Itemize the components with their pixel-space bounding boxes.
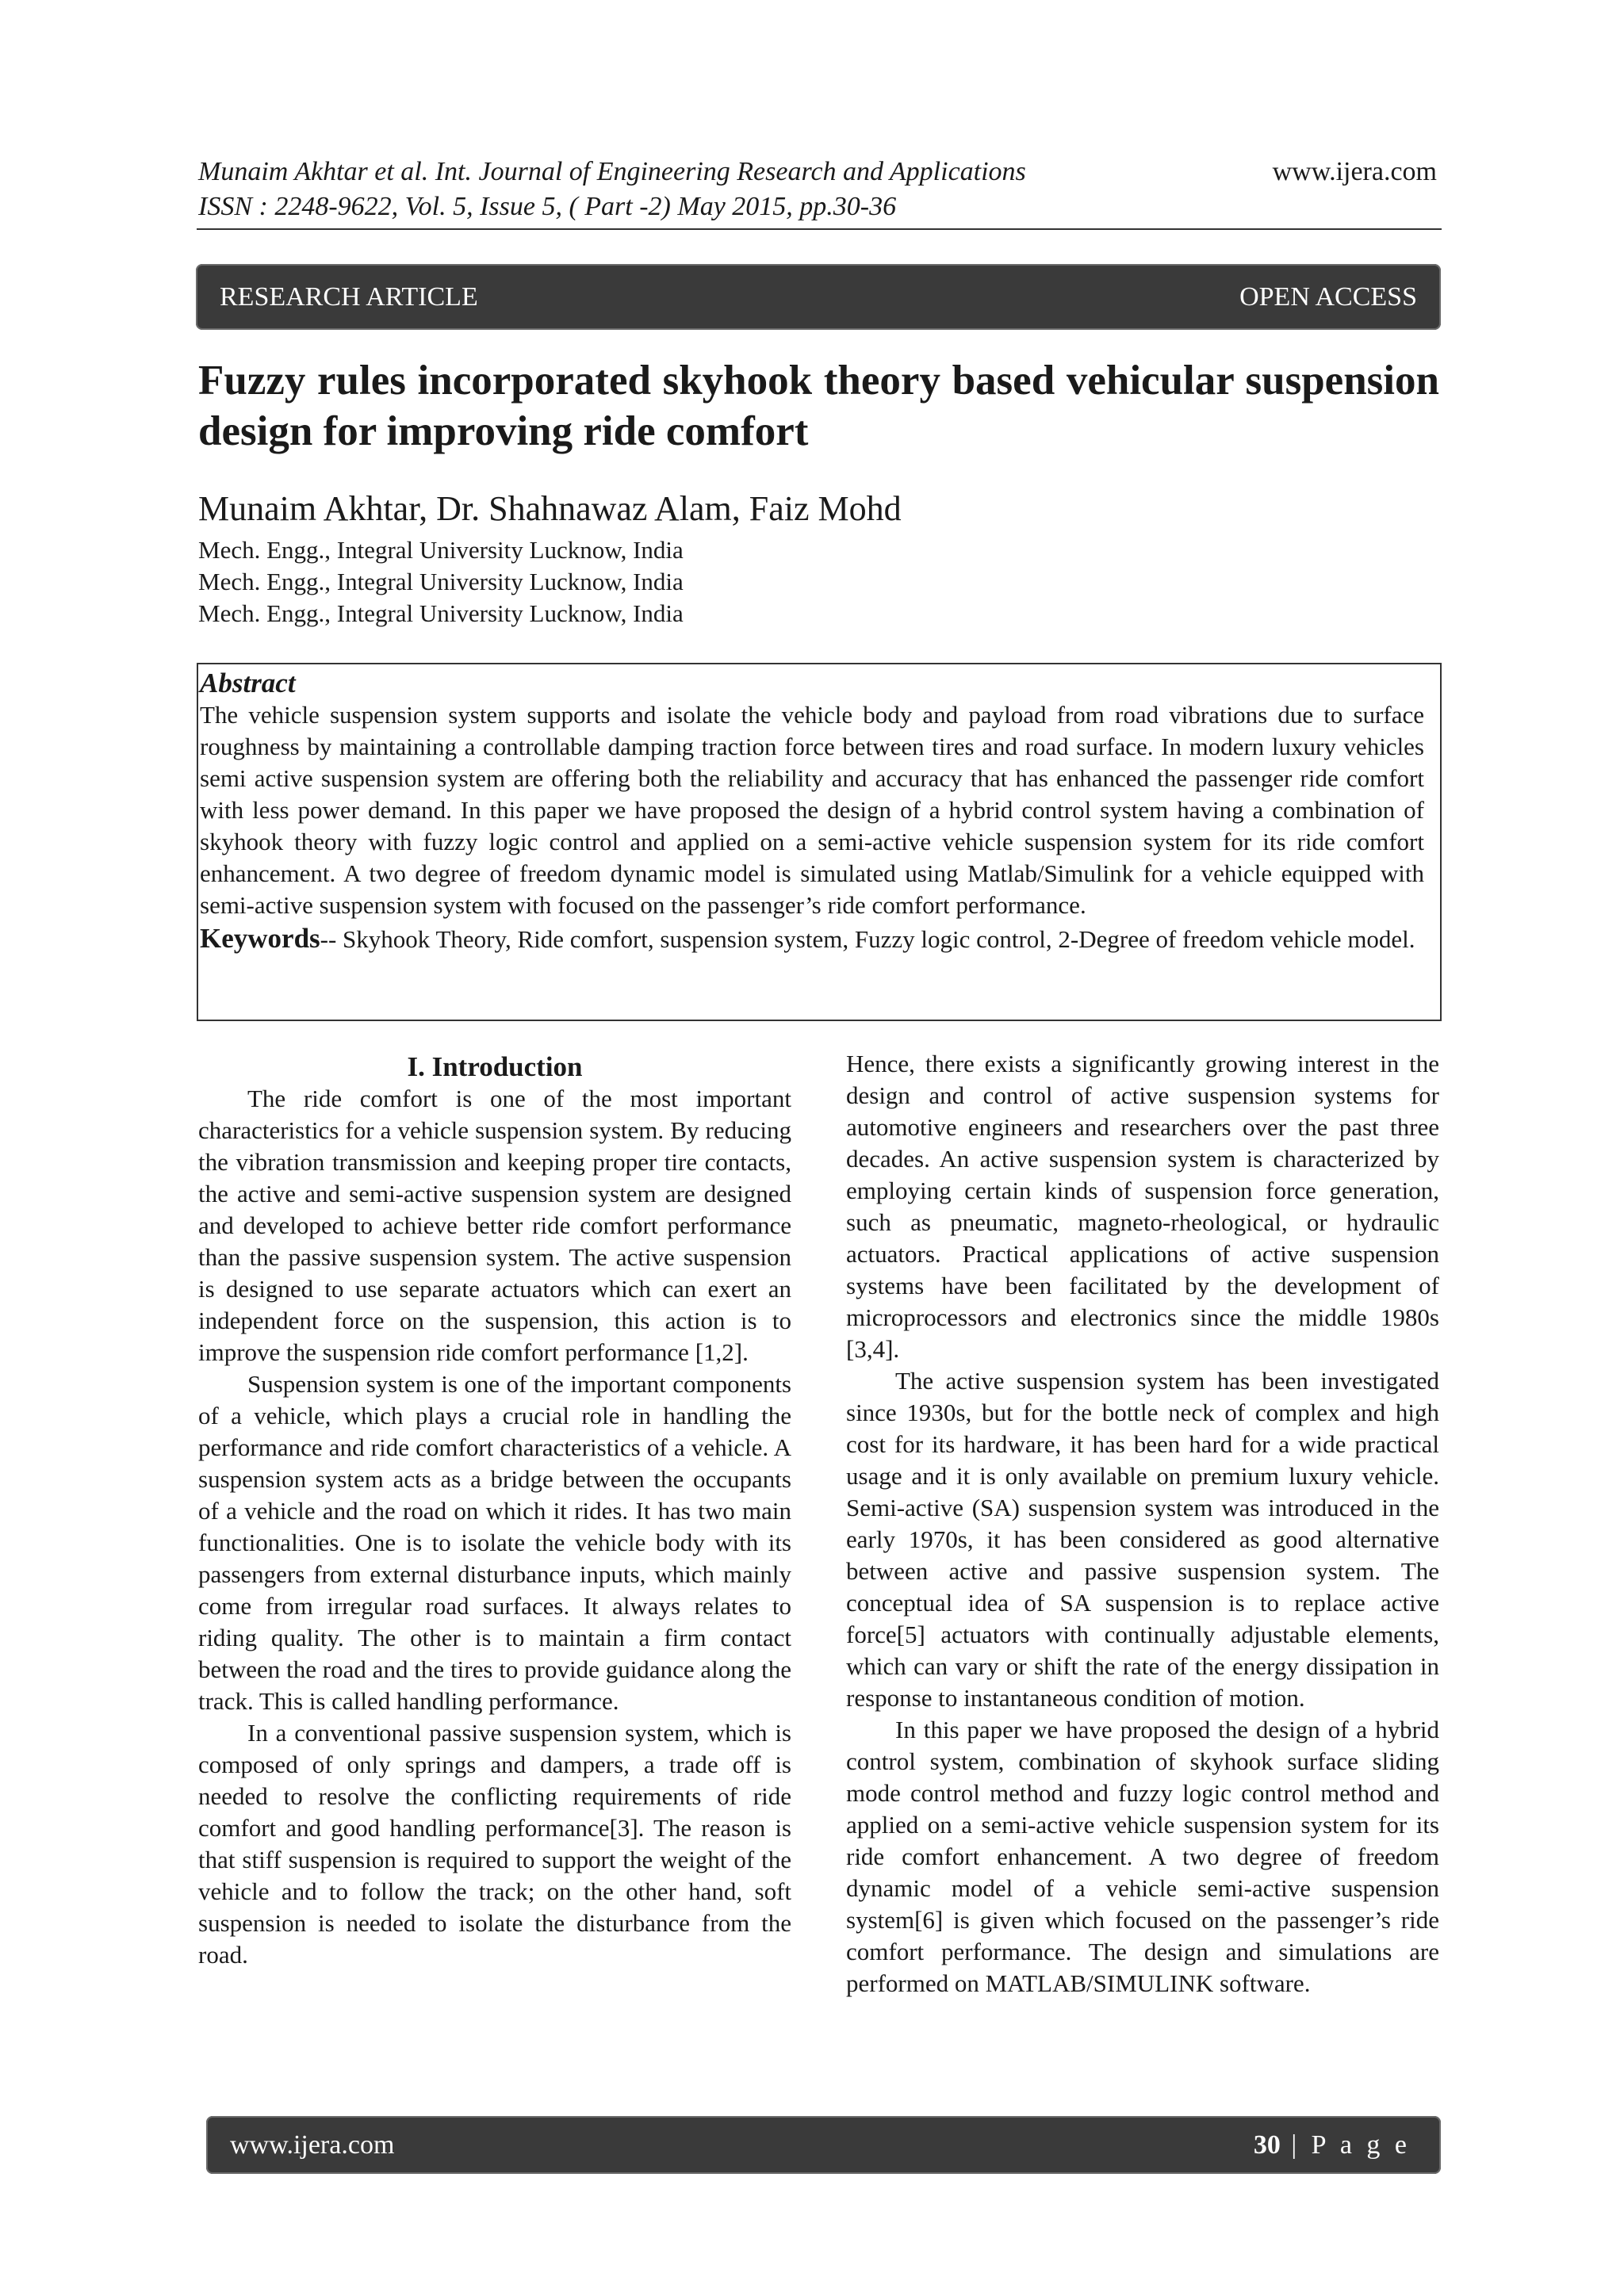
body-paragraph: In a conventional passive suspension system, which is composed of only springs and dampers, a trade off is needed to resolve the conflicting requirements of ride comfort and good handling performance[3]. The reason is that stiff suspension is required to support the weight of the vehicle and to follow the track; on the other hand, soft suspension is needed to isolate the disturbance from the road.	[198, 1719, 791, 1969]
page-label: | P a g e	[1291, 2130, 1411, 2160]
paper-title: Fuzzy rules incorporated skyhook theory based vehicular suspension design for improving ride comfort	[198, 358, 1439, 454]
affiliation: Mech. Engg., Integral University Lucknow, India	[198, 568, 684, 595]
keywords-label: Keywords	[200, 923, 320, 954]
body-paragraph: Suspension system is one of the important components of a vehicle, which plays a crucial role in handling the performance and ride comfort characteristics of a vehicle. A suspension system acts as a bridge between the occupants of a vehicle and the road on which it rides. It has two main functionalities. One is to isolate the vehicle body with its passengers from external disturbance inputs, which mainly come from irregular road surfaces. It always relates to riding quality. The other is to maintain a firm contact between the road and the tires to provide guidance along the track. This is called handling performance.	[198, 1370, 791, 1715]
page-number-value: 30	[1253, 2130, 1281, 2160]
keywords	[200, 923, 1424, 955]
issn-line: ISSN : 2248-9622, Vol. 5, Issue 5, ( Part -2) May 2015, pp.30-36	[198, 192, 897, 221]
research-article-label: RESEARCH ARTICLE	[220, 281, 478, 312]
header-rule	[197, 228, 1442, 230]
journal-citation: Munaim Akhtar et al. Int. Journal of Engineering Research and Applications	[198, 157, 1026, 186]
open-access-label: OPEN ACCESS	[1239, 281, 1417, 312]
right-column	[846, 1048, 1439, 1999]
left-column	[198, 1048, 791, 1971]
section-heading-introduction: I. Introduction	[407, 1051, 583, 1082]
abstract-heading: Abstract	[200, 668, 296, 698]
body-paragraph: Hence, there exists a significantly growing interest in the design and control of active suspension systems for automotive engineers and researchers over the past three decades. An active suspension system is characterized by employing certain kinds of suspension force generation, such as pneumatic, magneto-rheological, or hydraulic actuators. Practical applications of active suspension systems have been facilitated by the development of microprocessors and electronics since the middle 1980s [3,4].	[846, 1050, 1439, 1363]
journal-website[interactable]: www.ijera.com	[1272, 157, 1437, 186]
body-paragraph: The ride comfort is one of the most important characteristics for a vehicle suspension system. By reducing the vibration transmission and keeping proper tire contacts, the active and semi-active suspension system are designed and developed to achieve better ride comfort performance than the passive suspension system. The active suspension is designed to use separate actuators which can exert an independent force on the suspension, this action is to improve the suspension ride comfort performance [1,2].	[198, 1085, 791, 1366]
abstract-text: The vehicle suspension system supports and isolate the vehicle body and payload from road vibrations due to surface roughness by maintaining a controllable damping traction force between tires and road surface. In modern luxury vehicles semi active suspension system are offering both the reliability and accuracy that has enhanced the passenger ride comfort with less power demand. In this paper we have proposed the design of a hybrid control system having a combination of skyhook theory with fuzzy logic control and applied on a semi-active vehicle suspension system for its ride comfort enhancement. A two degree of freedom dynamic model is simulated using Matlab/Simulink for a vehicle equipped with semi-active suspension system with focused on the passenger’s ride comfort performance.	[200, 701, 1424, 919]
body-paragraph: In this paper we have proposed the design of a hybrid control system, combination of skyhook surface sliding mode control method and fuzzy logic control method and applied on a semi-active vehicle suspension system for its ride comfort enhancement. A two degree of freedom dynamic model of a vehicle semi-active suspension system[6] is given which focused on the passenger’s ride comfort performance. The design and simulations are performed on MATLAB/SIMULINK software.	[846, 1716, 1439, 1997]
abstract-box	[197, 663, 1442, 1021]
body-paragraph: The active suspension system has been investigated since 1930s, but for the bottle neck of complex and high cost for its hardware, it has been hard for a wide practical usage and it is only available on premium luxury vehicle. Semi-active (SA) suspension system was introduced in the early 1970s, it has been considered as good alternative between active and passive suspension system. The conceptual idea of SA suspension is to replace active force[5] actuators with continually adjustable elements, which can vary or shift the rate of the energy dissipation in response to instantaneous condition of motion.	[846, 1367, 1439, 1712]
page-number	[1254, 2130, 1411, 2160]
article-type-banner	[196, 264, 1441, 330]
page-footer	[206, 2116, 1441, 2174]
affiliation: Mech. Engg., Integral University Lucknow, India	[198, 599, 684, 627]
affiliation: Mech. Engg., Integral University Lucknow, India	[198, 536, 684, 564]
keywords-text: -- Skyhook Theory, Ride comfort, suspension system, Fuzzy logic control, 2-Degree of freedom vehicle model.	[320, 925, 1415, 953]
footer-website[interactable]: www.ijera.com	[230, 2130, 395, 2160]
author-list: Munaim Akhtar, Dr. Shahnawaz Alam, Faiz Mohd	[198, 489, 902, 528]
